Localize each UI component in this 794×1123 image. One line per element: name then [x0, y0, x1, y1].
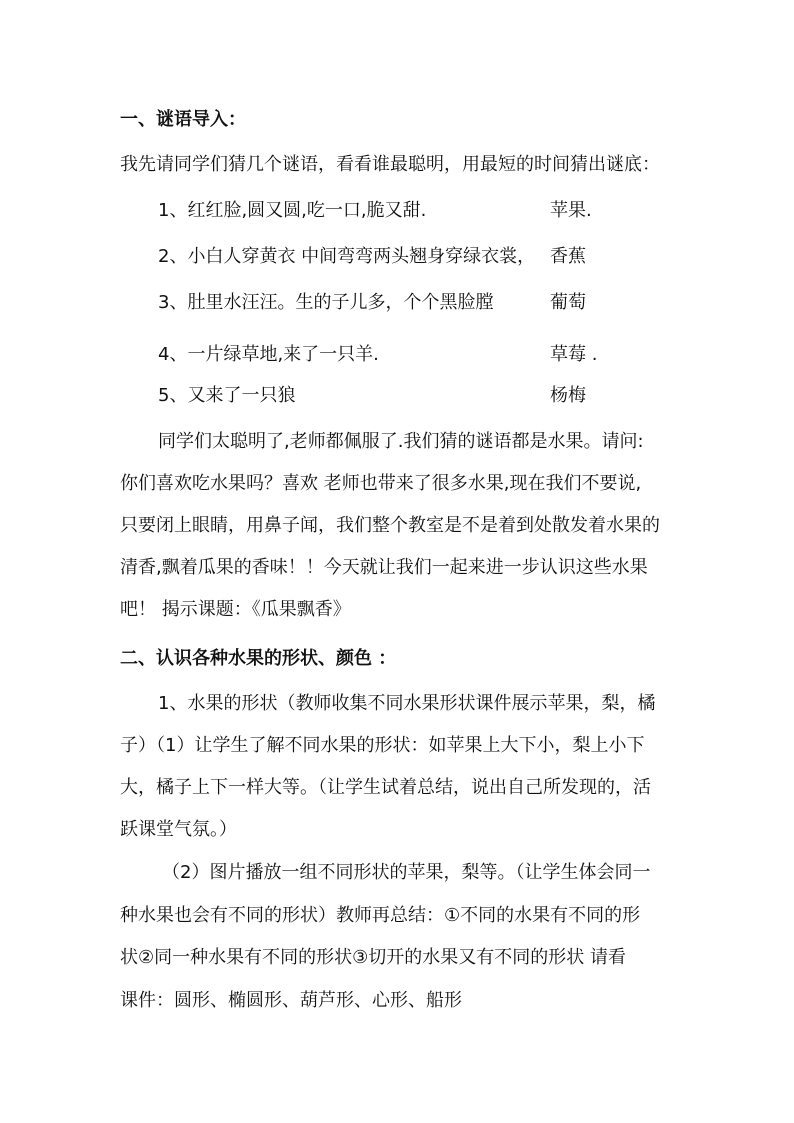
riddle-answer: 香蕉 [550, 246, 586, 267]
paragraph-line: 跃课堂气氛。） [120, 819, 237, 840]
paragraph-line: 状②同一种水果有不同的形状③切开的水果又有不同的形状 请看 [120, 947, 626, 968]
riddle-text: 2、小白人穿黄衣 中间弯弯两头翘身穿绿衣裳， [158, 246, 536, 267]
paragraph-line: 你们喜欢吃水果吗？喜欢 老师也带来了很多水果,现在我们不要说, [120, 473, 642, 494]
section-2-title: 二、认识各种水果的形状、颜色 ： [120, 648, 397, 669]
paragraph-line: 课件：圆形、椭圆形、葫芦形、心形、船形 [120, 990, 462, 1011]
paragraph-line: 清香,飘着瓜果的香味！！今天就让我们一起来进一步认识这些水果 [120, 557, 648, 578]
paragraph-line: 同学们太聪明了,老师都佩服了.我们猜的谜语都是水果。请问: [158, 431, 644, 452]
riddle-text: 3、肚里水汪汪。生的子儿多，个个黑脸膛 [158, 292, 494, 313]
paragraph-line: （2）图片播放一组不同形状的苹果，梨等。（让学生体会同一 [162, 862, 651, 883]
paragraph-line: 大，橘子上下一样大等。（让学生试着总结，说出自己所发现的，活 [120, 777, 651, 798]
riddle-text: 5、又来了一只狼 [158, 385, 296, 406]
riddle-answer: 苹果. [550, 200, 592, 221]
paragraph-line: 1、水果的形状（教师收集不同水果形状课件展示苹果，梨，橘 [158, 693, 656, 714]
section-1-intro: 我先请同学们猜几个谜语，看看谁最聪明，用最短的时间猜出谜底： [120, 154, 660, 175]
section-1-title: 一、谜语导入： [120, 109, 246, 130]
paragraph-line: 种水果也会有不同的形状）教师再总结：①不同的水果有不同的形 [120, 905, 641, 926]
riddle-text: 4、一片绿草地,来了一只羊. [158, 344, 379, 365]
paragraph-line: 吧！ 揭示课题：《瓜果飘香》 [120, 599, 351, 620]
riddle-answer: 草莓 . [550, 344, 598, 365]
paragraph-line: 子）（1）让学生了解不同水果的形状：如苹果上大下小，梨上小下 [120, 735, 645, 756]
paragraph-line: 只要闭上眼睛，用鼻子闻，我们整个教室是不是着到处散发着水果的 [120, 515, 660, 536]
riddle-text: 1、红红脸,圆又圆,吃一口,脆又甜. [158, 200, 427, 221]
riddle-answer: 杨梅 [550, 385, 586, 406]
riddle-answer: 葡萄 [550, 292, 586, 313]
